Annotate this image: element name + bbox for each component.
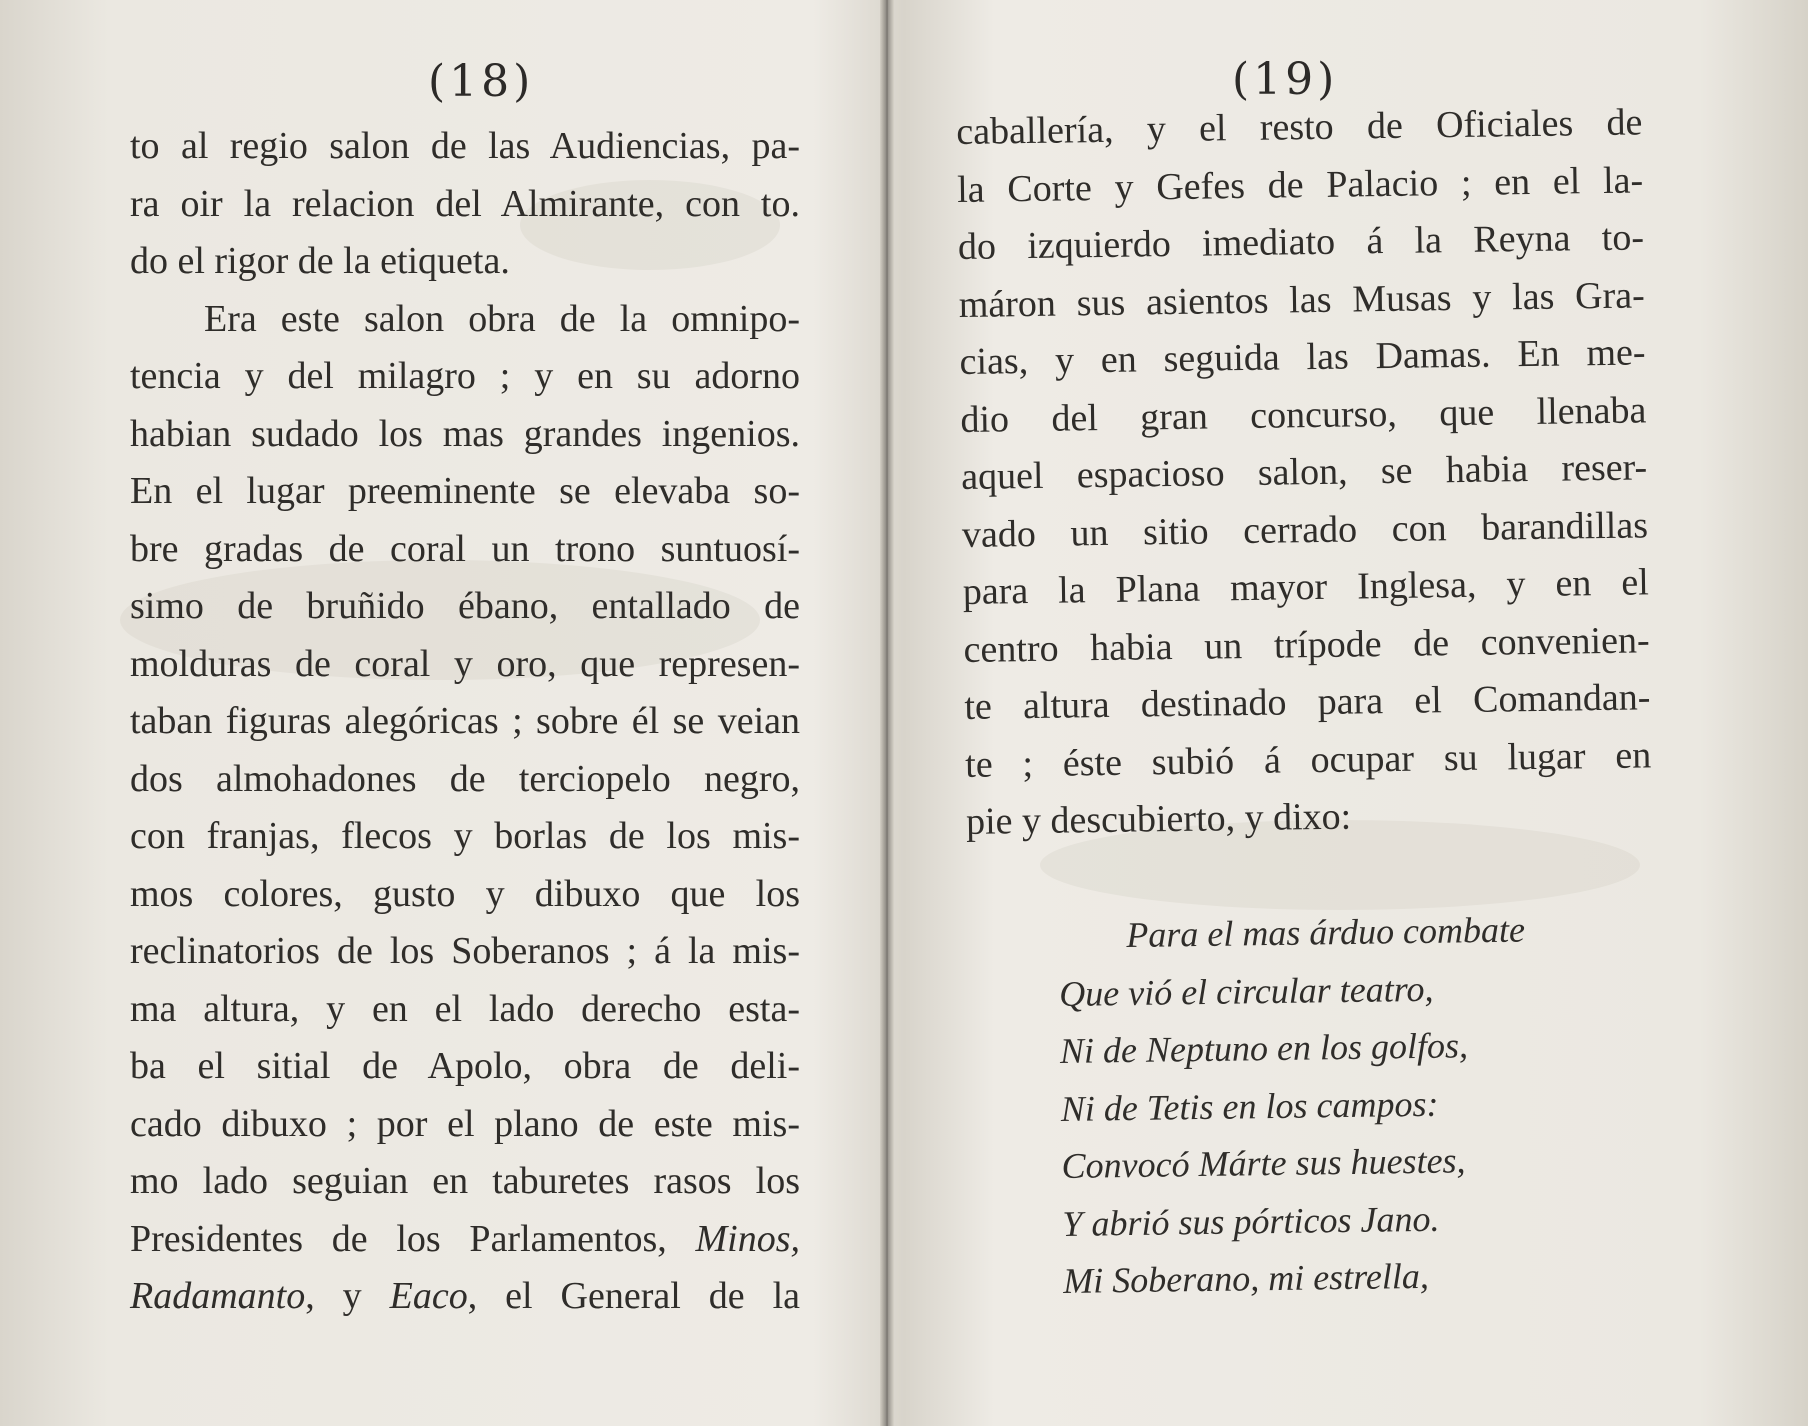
verse-line: Ni de Neptuno en los golfos, [1059, 1025, 1469, 1071]
text-line: mo lado seguian en taburetes rasos los [130, 1160, 800, 1202]
text-line: mos colores, gusto y dibuxo que los [130, 872, 800, 915]
text-line: te ; éste subió á ocupar su lugar en [964, 733, 1652, 786]
text-line: pie y descubierto, y dixo: [965, 795, 1352, 843]
text-segment: Presidentes de los Parlamentos, [130, 1217, 696, 1260]
text-line: to al regio salon de las Audiencias, pa- [130, 125, 800, 167]
text-line: do el rigor de la etiqueta. [130, 240, 510, 282]
text-line: taban figuras alegóricas ; sobre él se veian [130, 700, 800, 742]
verse-line: Ni de Tetis en los campos: [1060, 1083, 1439, 1129]
text-line: do izquierdo imediato á la Reyna to- [957, 216, 1645, 268]
text-line: la Corte y Gefes de Palacio ; en el la- [956, 158, 1644, 211]
verse-line: Y abrió sus pórticos Jano. [1062, 1198, 1440, 1244]
text-line: simo de bruñido ébano, entallado de [130, 585, 800, 627]
text-line: cado dibuxo ; por el plano de este mis- [130, 1102, 800, 1145]
text-line: molduras de coral y oro, que represen- [130, 642, 800, 685]
text-line: con franjas, flecos y borlas de los mis- [130, 815, 800, 857]
text-line: aquel espacioso salon, se habia reser- [960, 446, 1648, 498]
verse-line: Para el mas árduo combate [1126, 909, 1526, 956]
left-page-text [130, 118, 800, 1326]
text-line: para la Plana mayor Inglesa, y en el [962, 561, 1650, 613]
text-line [130, 1268, 800, 1326]
left-page [0, 0, 885, 1426]
text-line: habian sudado los mas grandes ingenios. [130, 412, 800, 455]
verse-line: Mi Soberano, mi estrella, [1062, 1255, 1430, 1301]
italic-name: Radamanto [130, 1275, 306, 1317]
text-segment: , y [305, 1275, 390, 1317]
page-number-right: (19) [1232, 54, 1339, 105]
text-segment: , el General de la [467, 1275, 801, 1317]
text-line: vado un sitio cerrado con barandillas [961, 503, 1649, 556]
text-line: caballería, y el resto de Oficiales de [956, 101, 1643, 153]
text-line: ra oir la relacion del Almirante, con to. [130, 182, 800, 225]
text-line: reclinatorios de los Soberanos ; á la mis- [130, 930, 800, 972]
text-line: máron sus asientos las Musas y las Gra- [958, 273, 1646, 326]
text-line: ma altura, y en el lado derecho esta- [130, 987, 800, 1030]
text-line: dio del gran concurso, que llenaba [960, 388, 1647, 441]
verse-line: Convocó Márte sus huestes, [1061, 1140, 1466, 1186]
text-line: te altura destinado para el Comandan- [964, 676, 1651, 728]
text-line: bre gradas de coral un trono suntuosí- [130, 527, 800, 570]
text-line: centro habia un trípode de convenien- [963, 618, 1650, 671]
text-line [130, 1211, 800, 1269]
italic-name: Minos, [695, 1217, 800, 1260]
text-line: tencia y del milagro ; y en su adorno [130, 355, 800, 397]
text-line: En el lugar preeminente se elevaba so- [130, 470, 800, 512]
text-line: cias, y en seguida las Damas. En me- [959, 331, 1646, 383]
right-page [890, 0, 1808, 1426]
text-line: Era este salon obra de la omnipo- [204, 297, 800, 340]
right-page-text [956, 94, 1652, 851]
text-line: dos almohadones de terciopelo negro, [130, 757, 800, 800]
italic-name: Eaco [389, 1275, 468, 1317]
text-line: ba el sitial de Apolo, obra de deli- [130, 1045, 800, 1087]
verse-line: Que vió el circular teatro, [1058, 968, 1434, 1014]
verse-block [1058, 900, 1624, 1310]
page-number-left: (18) [428, 56, 535, 107]
